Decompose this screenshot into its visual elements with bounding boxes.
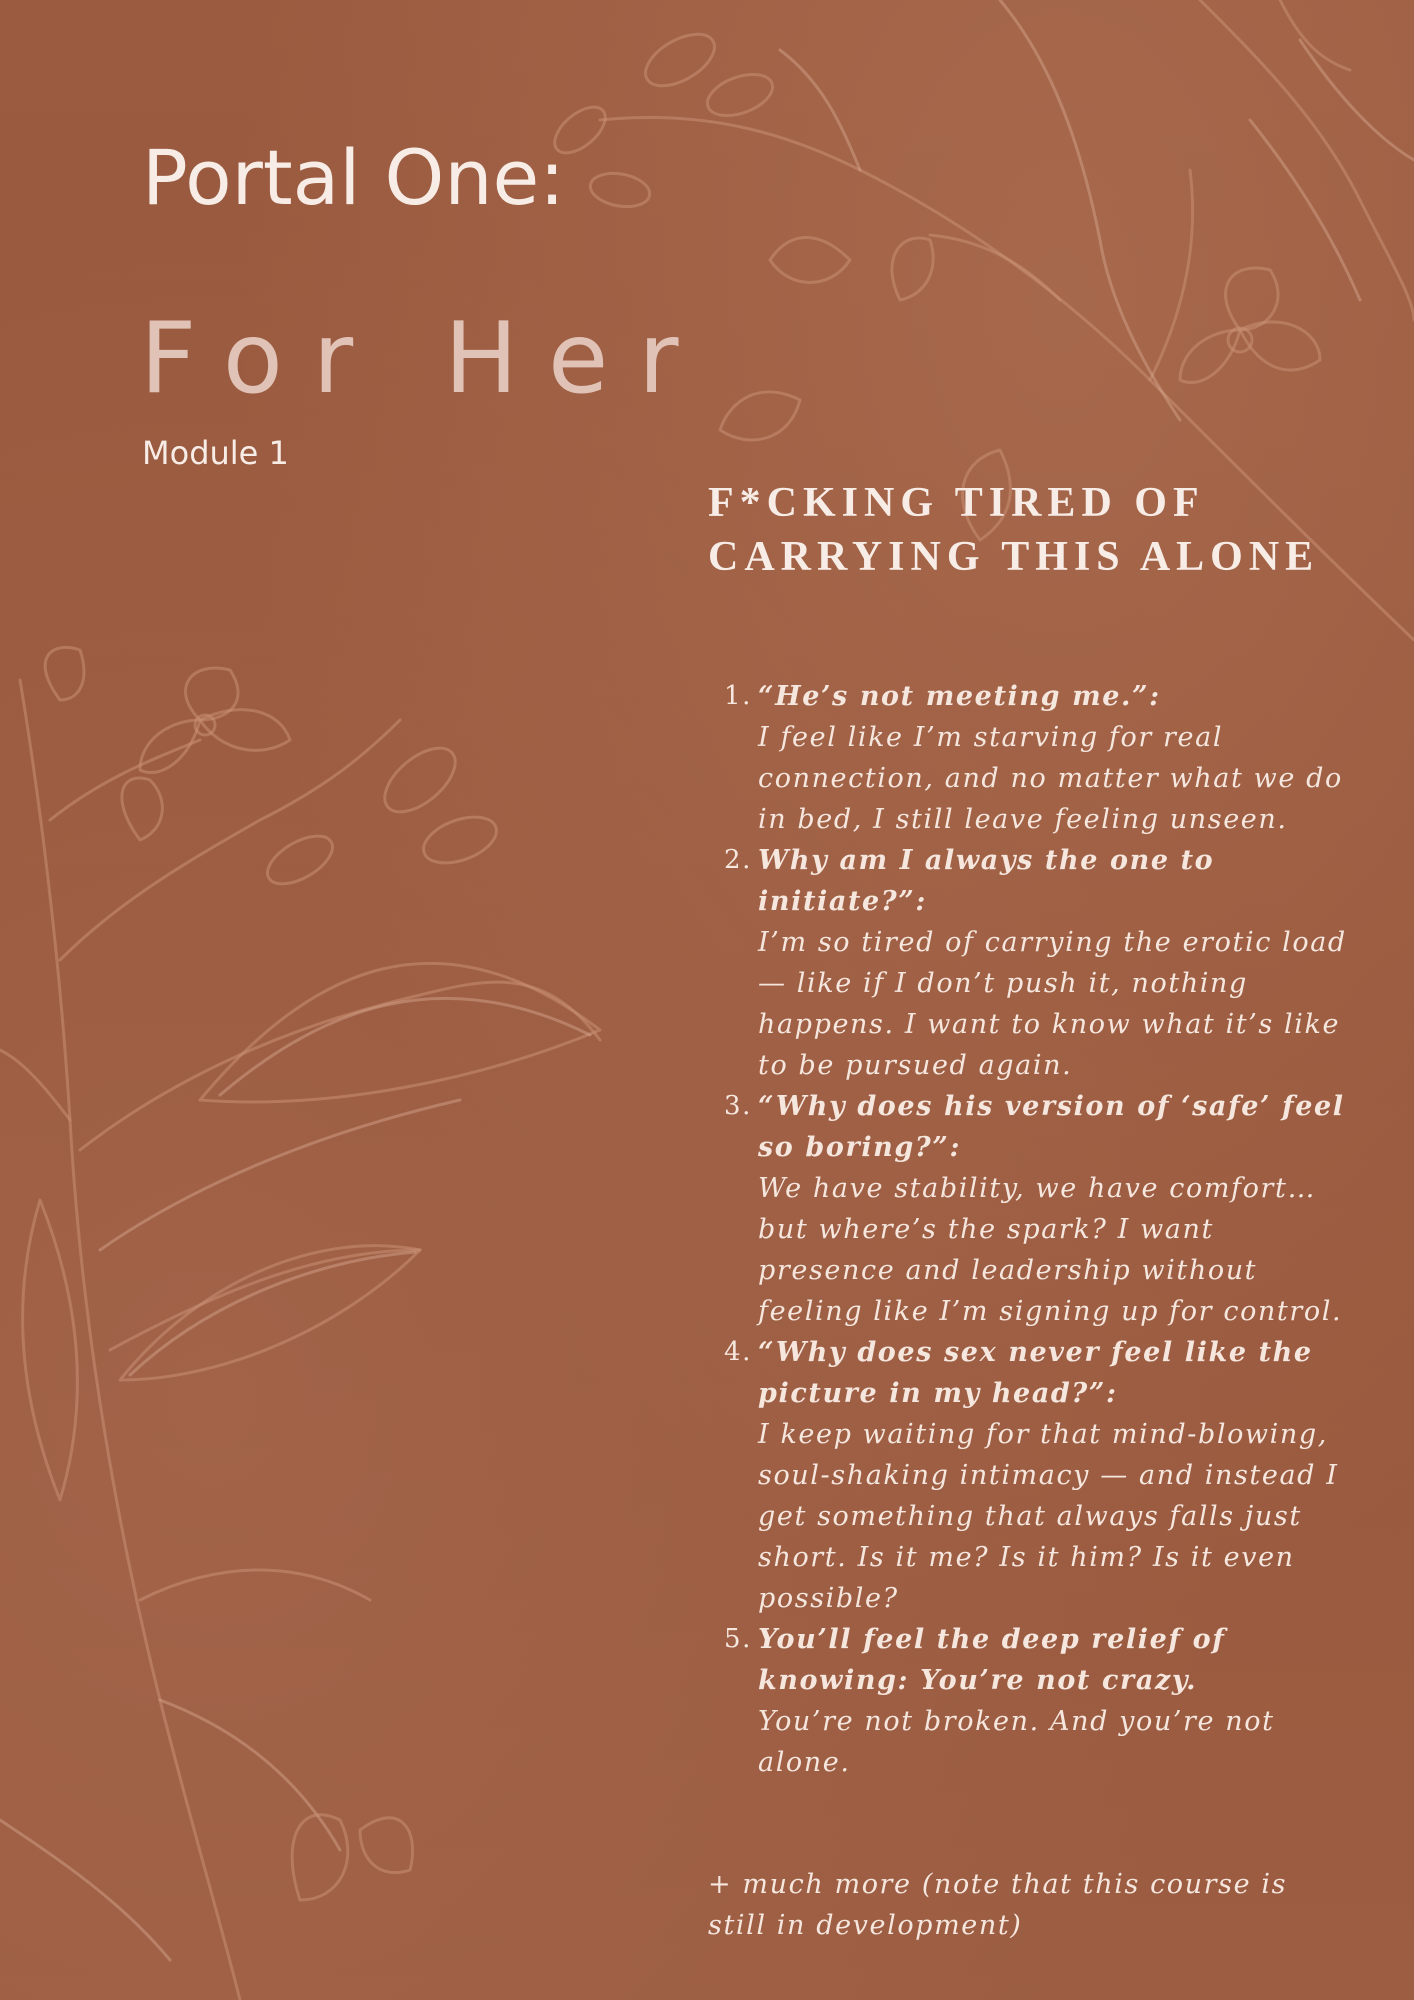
list-item-number: 1. [724, 681, 753, 711]
footer-note: + much more (note that this course is still in development) [708, 1869, 1288, 1941]
list-item-number: 2. [724, 845, 753, 875]
questions-list [708, 676, 1348, 1783]
question-text: “Why does his version of ‘safe’ feel so boring?”: [758, 1091, 1345, 1163]
answer-text: We have stability, we have comfort… but where’s the spark? I want presence and leadership without feeling like I’m signing up for control. [758, 1173, 1343, 1327]
question-text: “Why does sex never feel like the picture in my head?”: [758, 1337, 1313, 1409]
answer-text: I’m so tired of carrying the erotic load — like if I don’t push it, nothing happens. I want to know what it’s like to be pursued again. [758, 927, 1347, 1081]
list-item [708, 676, 1348, 840]
list-item-number: 3. [724, 1091, 753, 1121]
list-item [708, 1086, 1348, 1332]
question-text: You’ll feel the deep relief of knowing: You’re not crazy. [758, 1624, 1226, 1696]
list-item [708, 840, 1348, 1086]
list-item [708, 1332, 1348, 1619]
question-text: “He’s not meeting me.”: [758, 681, 1161, 712]
answer-text: I feel like I’m starving for real connection, and no matter what we do in bed, I still leave feeling unseen. [758, 722, 1343, 835]
section-heading-line2: CARRYING THIS ALONE [708, 534, 1320, 580]
section-heading [708, 476, 1348, 584]
question-text: Why am I always the one to initiate?”: [758, 845, 1215, 917]
answer-text: I keep waiting for that mind-blowing, soul-shaking intimacy — and instead I get something that always falls just short. Is it me? Is it him? Is it even possible? [758, 1419, 1339, 1614]
for-her-subtitle: For Her [140, 302, 709, 416]
list-item [708, 1619, 1348, 1783]
module-label: Module 1 [142, 434, 289, 472]
section-heading-line1: F*CKING TIRED OF [708, 480, 1205, 526]
answer-text: You’re not broken. And you’re not alone. [758, 1706, 1275, 1778]
list-item-number: 4. [724, 1337, 753, 1367]
list-item-number: 5. [724, 1624, 753, 1654]
portal-title: Portal One: [142, 133, 565, 222]
